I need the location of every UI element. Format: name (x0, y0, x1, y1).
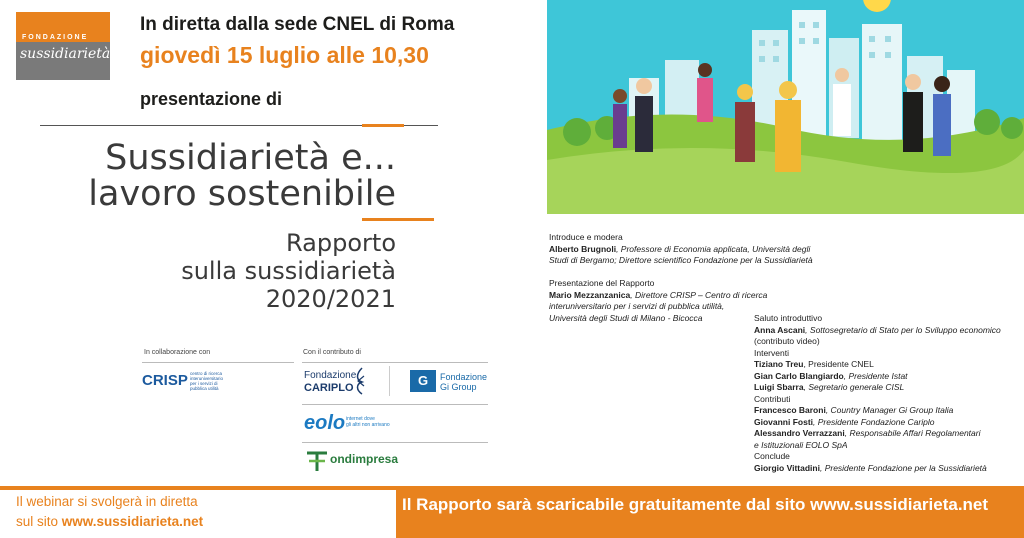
crisp-logo: CRISP (142, 372, 188, 389)
eolo-desc: internet dove gli altri non arrivano (346, 416, 390, 428)
crisp-desc: centro di ricerca interuniversitario per i servizi di pubblica utilità (190, 371, 224, 391)
city-scene-graphic (547, 0, 1024, 214)
header-date: giovedì 15 luglio alle 10,30 (140, 42, 429, 68)
download-banner-text[interactable]: Il Rapporto sarà scaricabile gratuitamente dal sito www.sussidiarieta.net (402, 495, 989, 514)
contrib-label: Con il contributo di (303, 349, 361, 356)
gigroup-mark-icon: G (410, 370, 436, 392)
subtitle-line3: 2020/2021 (265, 285, 396, 313)
webinar-line2: sul sito www.sussidiarieta.net (16, 514, 204, 529)
program-presentation: Presentazione del Rapporto Mario Mezzanzanica, Direttore CRISP – Centro di ricerca interuniversitario per i servizi di pubblica utilità, Università degli Studi di Milano - Bicocca (549, 278, 768, 323)
eolo-logo: eolo (304, 412, 346, 434)
logo-separator (389, 366, 390, 396)
program-speakers: Saluto introduttivo Anna Ascani, Sottosegretario di Stato per lo Sviluppo economico (contributo video) Interventi Tiziano Treu, Presidente CNEL Gian Carlo Blangiardo, Presidente Istat Luigi Sbarra, Segretario generale CISL Contributi Francesco Baroni, Country Manager Gi Group Italia Giovanni Fosti, Presidente Fondazione Cariplo Alessandro Verrazzani, Responsabile Affari Regolamentari e Istituzionali EOLO SpA Conclude Giorgio Vittadini, Presidente Fondazione per la Sussidiarietà (754, 313, 1001, 473)
divider-accent (362, 124, 404, 127)
cariplo-mark-icon (352, 366, 368, 396)
cariplo-line1: Fondazione (304, 370, 357, 381)
collab-label: In collaborazione con (144, 349, 211, 356)
fondazione-logo (16, 12, 110, 80)
webinar-site-link[interactable]: www.sussidiarieta.net (61, 514, 204, 529)
collab-rule (142, 362, 294, 363)
partner-rule-3 (302, 442, 488, 443)
title-accent-line (362, 218, 434, 221)
subtitle-line1: Rapporto (286, 229, 396, 257)
title-line2: lavoro sostenibile (88, 174, 396, 214)
fondimpresa-mark-icon (305, 449, 331, 473)
header-location: In diretta dalla sede CNEL di Roma (140, 14, 455, 35)
gigroup-logo: Fondazione Gi Group (440, 372, 488, 392)
program-intro: Introduce e modera Alberto Brugnoli, Professore di Economia applicata, Università degli Studi di Bergamo; Direttore scientifico Fondazione per la Sussidiarietà (549, 232, 813, 265)
contrib-rule (302, 362, 488, 363)
subtitle-line2: sulla sussidiarietà (181, 257, 396, 285)
logo-line2: sussidiarietà (20, 46, 111, 62)
title-line1: Sussidiarietà e... (105, 138, 396, 178)
workers-illustration (547, 0, 1024, 214)
logo-line1: FONDAZIONE (22, 34, 89, 41)
cariplo-logo (304, 370, 356, 395)
header-presentation: presentazione di (140, 89, 283, 109)
cariplo-line2: CARIPLO (304, 382, 354, 394)
footer-accent-rule (0, 486, 396, 490)
webinar-line1: Il webinar si svolgerà in diretta (16, 494, 198, 509)
fondimpresa-logo: ondimpresa (330, 452, 399, 466)
partner-rule-2 (302, 404, 488, 405)
